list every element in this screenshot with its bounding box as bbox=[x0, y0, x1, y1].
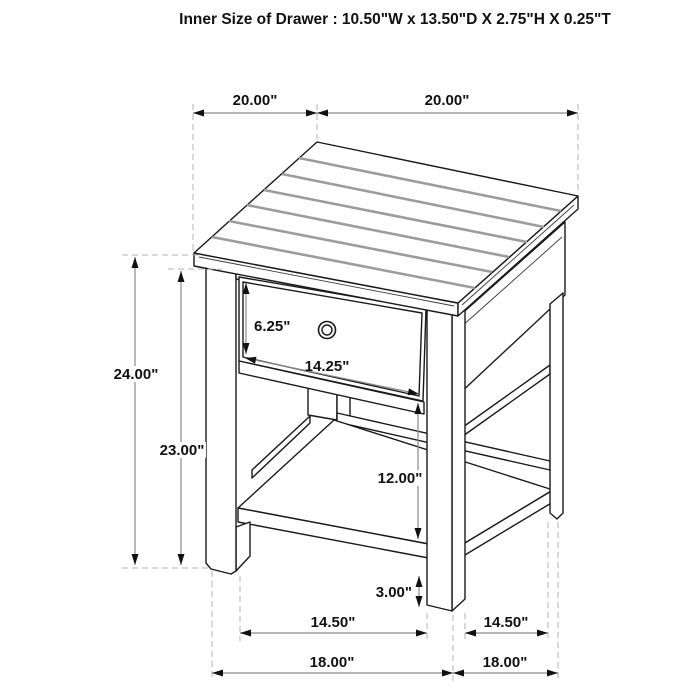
label-underside-height: 23.00" bbox=[159, 442, 205, 459]
label-top-edge-left: 20.00" bbox=[232, 92, 278, 109]
label-shelf-ground-clearance: 3.00" bbox=[375, 584, 412, 601]
label-drawer-height: 6.25" bbox=[254, 318, 291, 335]
front-right-leg-side bbox=[452, 301, 465, 611]
label-overall-height: 24.00" bbox=[113, 366, 159, 383]
front-left-leg-side bbox=[236, 522, 250, 571]
diagram-title: Inner Size of Drawer : 10.50"W x 13.50"D X 2.75"H X 0.25"T bbox=[179, 11, 611, 28]
label-drawer-width: 14.25" bbox=[304, 358, 350, 375]
label-top-edge-right: 20.00" bbox=[424, 92, 470, 109]
label-base-width: 18.00" bbox=[309, 654, 355, 671]
label-shelf-clearance: 12.00" bbox=[377, 470, 423, 487]
back-right-leg bbox=[550, 293, 563, 519]
side-table-drawing bbox=[194, 142, 578, 611]
label-front-leg-spacing: 14.50" bbox=[310, 614, 356, 631]
label-base-depth: 18.00" bbox=[482, 654, 528, 671]
front-right-leg-front bbox=[427, 308, 452, 611]
front-left-leg-front bbox=[206, 266, 236, 574]
label-side-leg-spacing: 14.50" bbox=[483, 614, 529, 631]
drawer-ring-pull-inner bbox=[322, 325, 332, 335]
